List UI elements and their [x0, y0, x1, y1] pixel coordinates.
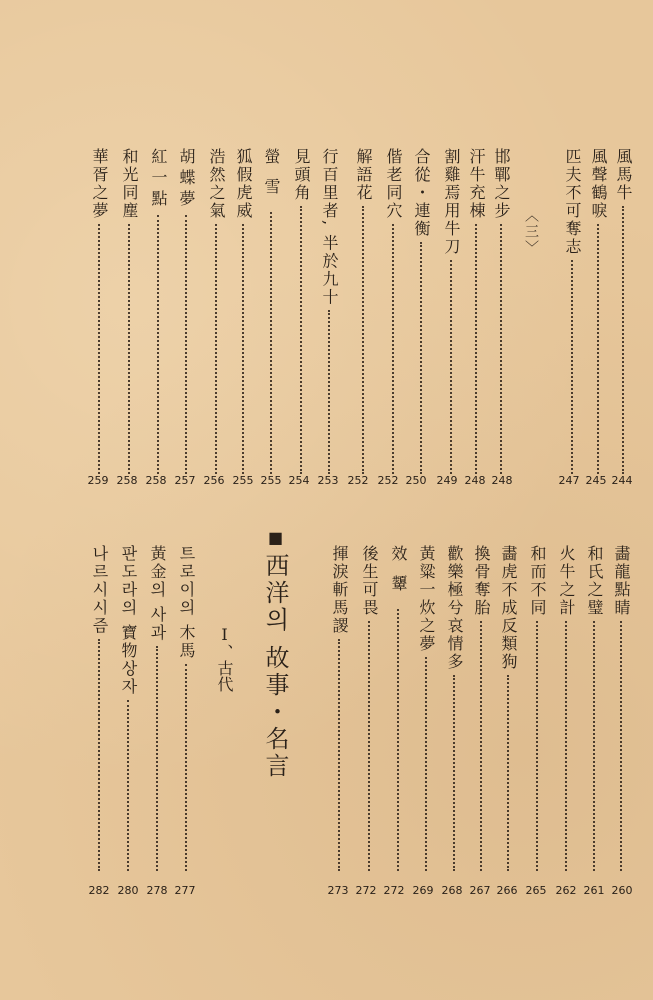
page-number: 245	[585, 474, 607, 487]
dot-leader	[392, 224, 394, 474]
entry-title: 行百里者, 半於九十	[320, 148, 339, 307]
section-heading	[258, 528, 293, 780]
dot-leader	[242, 224, 244, 474]
toc-entry	[232, 148, 254, 478]
entry-title: 匹夫不可奪志	[563, 148, 582, 256]
dot-leader	[98, 639, 100, 871]
dot-leader	[185, 664, 187, 871]
dot-leader	[156, 646, 158, 871]
dot-leader	[270, 212, 272, 474]
toc-entry	[497, 545, 519, 875]
page-number: 280	[117, 884, 139, 897]
toc-entry	[118, 148, 140, 478]
dot-leader	[565, 621, 567, 871]
page-number: 272	[383, 884, 405, 897]
toc-entry	[610, 545, 632, 875]
entry-title: 合從・連衡	[412, 148, 431, 238]
page-number: 256	[203, 474, 225, 487]
toc-entry	[382, 148, 404, 478]
dot-leader	[128, 224, 130, 474]
toc-entry	[526, 545, 548, 875]
page-number: 266	[496, 884, 518, 897]
entry-title: 트로이의 木馬	[177, 545, 196, 661]
toc-entry	[490, 148, 512, 478]
dot-leader	[328, 310, 330, 474]
dot-leader	[571, 260, 573, 474]
page-number: 260	[611, 884, 633, 897]
dot-leader	[622, 206, 624, 474]
entry-title: 畵虎不成反類狗	[499, 545, 518, 671]
toc-entry	[415, 545, 437, 875]
toc-entry	[260, 148, 282, 478]
page-number: 253	[317, 474, 339, 487]
dot-leader	[593, 621, 595, 871]
toc-entry	[117, 545, 139, 875]
page-number: 261	[583, 884, 605, 897]
page-number: 248	[464, 474, 486, 487]
toc-entry	[387, 545, 409, 875]
page-number: 267	[469, 884, 491, 897]
toc-entry	[465, 148, 487, 478]
page-number: 268	[441, 884, 463, 897]
dot-leader	[157, 215, 159, 474]
page-number: 278	[146, 884, 168, 897]
section-number	[520, 208, 542, 268]
page-number: 282	[88, 884, 110, 897]
page-number: 265	[525, 884, 547, 897]
toc-entry	[583, 545, 605, 875]
entry-title: 風馬牛	[614, 148, 633, 202]
entry-title: 換骨奪胎	[472, 545, 491, 617]
page-number: 248	[491, 474, 513, 487]
entry-title: 紅一點	[149, 148, 168, 211]
section-number-label: 〈三〉	[523, 208, 539, 256]
page-number: 258	[116, 474, 138, 487]
toc-entry	[88, 545, 110, 875]
entry-title: 黃粱一炊之夢	[417, 545, 436, 653]
entry-title: 汗牛充棟	[467, 148, 486, 220]
toc-entry	[175, 545, 197, 875]
page-number: 252	[377, 474, 399, 487]
page-number: 247	[558, 474, 580, 487]
dot-leader	[597, 224, 599, 474]
toc-entry	[612, 148, 634, 478]
toc-entry	[561, 148, 583, 478]
toc-entry	[290, 148, 312, 478]
entry-title: 後生可畏	[360, 545, 379, 617]
page-number: 250	[405, 474, 427, 487]
page-number: 255	[232, 474, 254, 487]
toc-entry	[352, 148, 374, 478]
entry-title: 畵龍點睛	[612, 545, 631, 617]
toc-entry	[88, 148, 110, 478]
dot-leader	[338, 639, 340, 871]
entry-title: 效顰	[389, 545, 408, 605]
toc-entry	[147, 148, 169, 478]
section-marker: ■	[266, 528, 285, 547]
page-number: 273	[327, 884, 349, 897]
toc-entry	[358, 545, 380, 875]
page-number: 259	[87, 474, 109, 487]
dot-leader	[536, 621, 538, 871]
dot-leader	[500, 224, 502, 474]
dot-leader	[420, 242, 422, 474]
toc-entry	[470, 545, 492, 875]
entry-title: 揮淚斬馬謖	[330, 545, 349, 635]
entry-title: 割雞焉用牛刀	[442, 148, 461, 256]
subsection-title: Ⅰ、古代	[215, 625, 234, 692]
entry-title: 和而不同	[528, 545, 547, 617]
entry-title: 胡蝶夢	[177, 148, 196, 211]
dot-leader	[475, 224, 477, 474]
subsection-heading	[213, 625, 236, 692]
toc-entry	[318, 148, 340, 478]
dot-leader	[507, 675, 509, 871]
toc-entry	[205, 148, 227, 478]
entry-title: 狐假虎威	[234, 148, 253, 220]
page-number: 262	[555, 884, 577, 897]
page-number: 252	[347, 474, 369, 487]
toc-entry	[587, 148, 609, 478]
dot-leader	[453, 675, 455, 871]
dot-leader	[362, 206, 364, 474]
page-number: 244	[611, 474, 633, 487]
entry-title: 華胥之夢	[90, 148, 109, 220]
dot-leader	[620, 621, 622, 871]
dot-leader	[368, 621, 370, 871]
dot-leader	[215, 224, 217, 474]
section-title: 西洋의 故事・名言	[261, 553, 289, 780]
entry-title: 歡樂極兮哀情多	[445, 545, 464, 671]
toc-entry	[440, 148, 462, 478]
page-number: 258	[145, 474, 167, 487]
page-number: 272	[355, 884, 377, 897]
entry-title: 邯鄲之步	[492, 148, 511, 220]
entry-title: 和光同塵	[120, 148, 139, 220]
dot-leader	[300, 206, 302, 474]
entry-title: 螢雪	[262, 148, 281, 208]
entry-title: 火牛之計	[557, 545, 576, 617]
entry-title: 偕老同穴	[384, 148, 403, 220]
dot-leader	[98, 224, 100, 474]
page-number: 269	[412, 884, 434, 897]
toc-entry	[175, 148, 197, 478]
toc-entry	[146, 545, 168, 875]
entry-title: 見頭角	[292, 148, 311, 202]
page-number: 249	[436, 474, 458, 487]
entry-title: 黃金의 사과	[148, 545, 167, 643]
entry-title: 판도라의 寶物상자	[119, 545, 138, 697]
dot-leader	[127, 700, 129, 871]
page-number: 257	[174, 474, 196, 487]
page-number: 254	[288, 474, 310, 487]
entry-title: 나르시시즘	[90, 545, 109, 635]
dot-leader	[450, 260, 452, 474]
entry-title: 解語花	[354, 148, 373, 202]
dot-leader	[397, 609, 399, 871]
toc-entry	[443, 545, 465, 875]
page-number: 255	[260, 474, 282, 487]
entry-title: 和氏之璧	[585, 545, 604, 617]
toc-entry	[410, 148, 432, 478]
entry-title: 風聲鶴唳	[589, 148, 608, 220]
toc-entry	[328, 545, 350, 875]
entry-title: 浩然之氣	[207, 148, 226, 220]
dot-leader	[425, 657, 427, 871]
toc-entry	[555, 545, 577, 875]
dot-leader	[480, 621, 482, 871]
dot-leader	[185, 215, 187, 474]
page-number: 277	[174, 884, 196, 897]
